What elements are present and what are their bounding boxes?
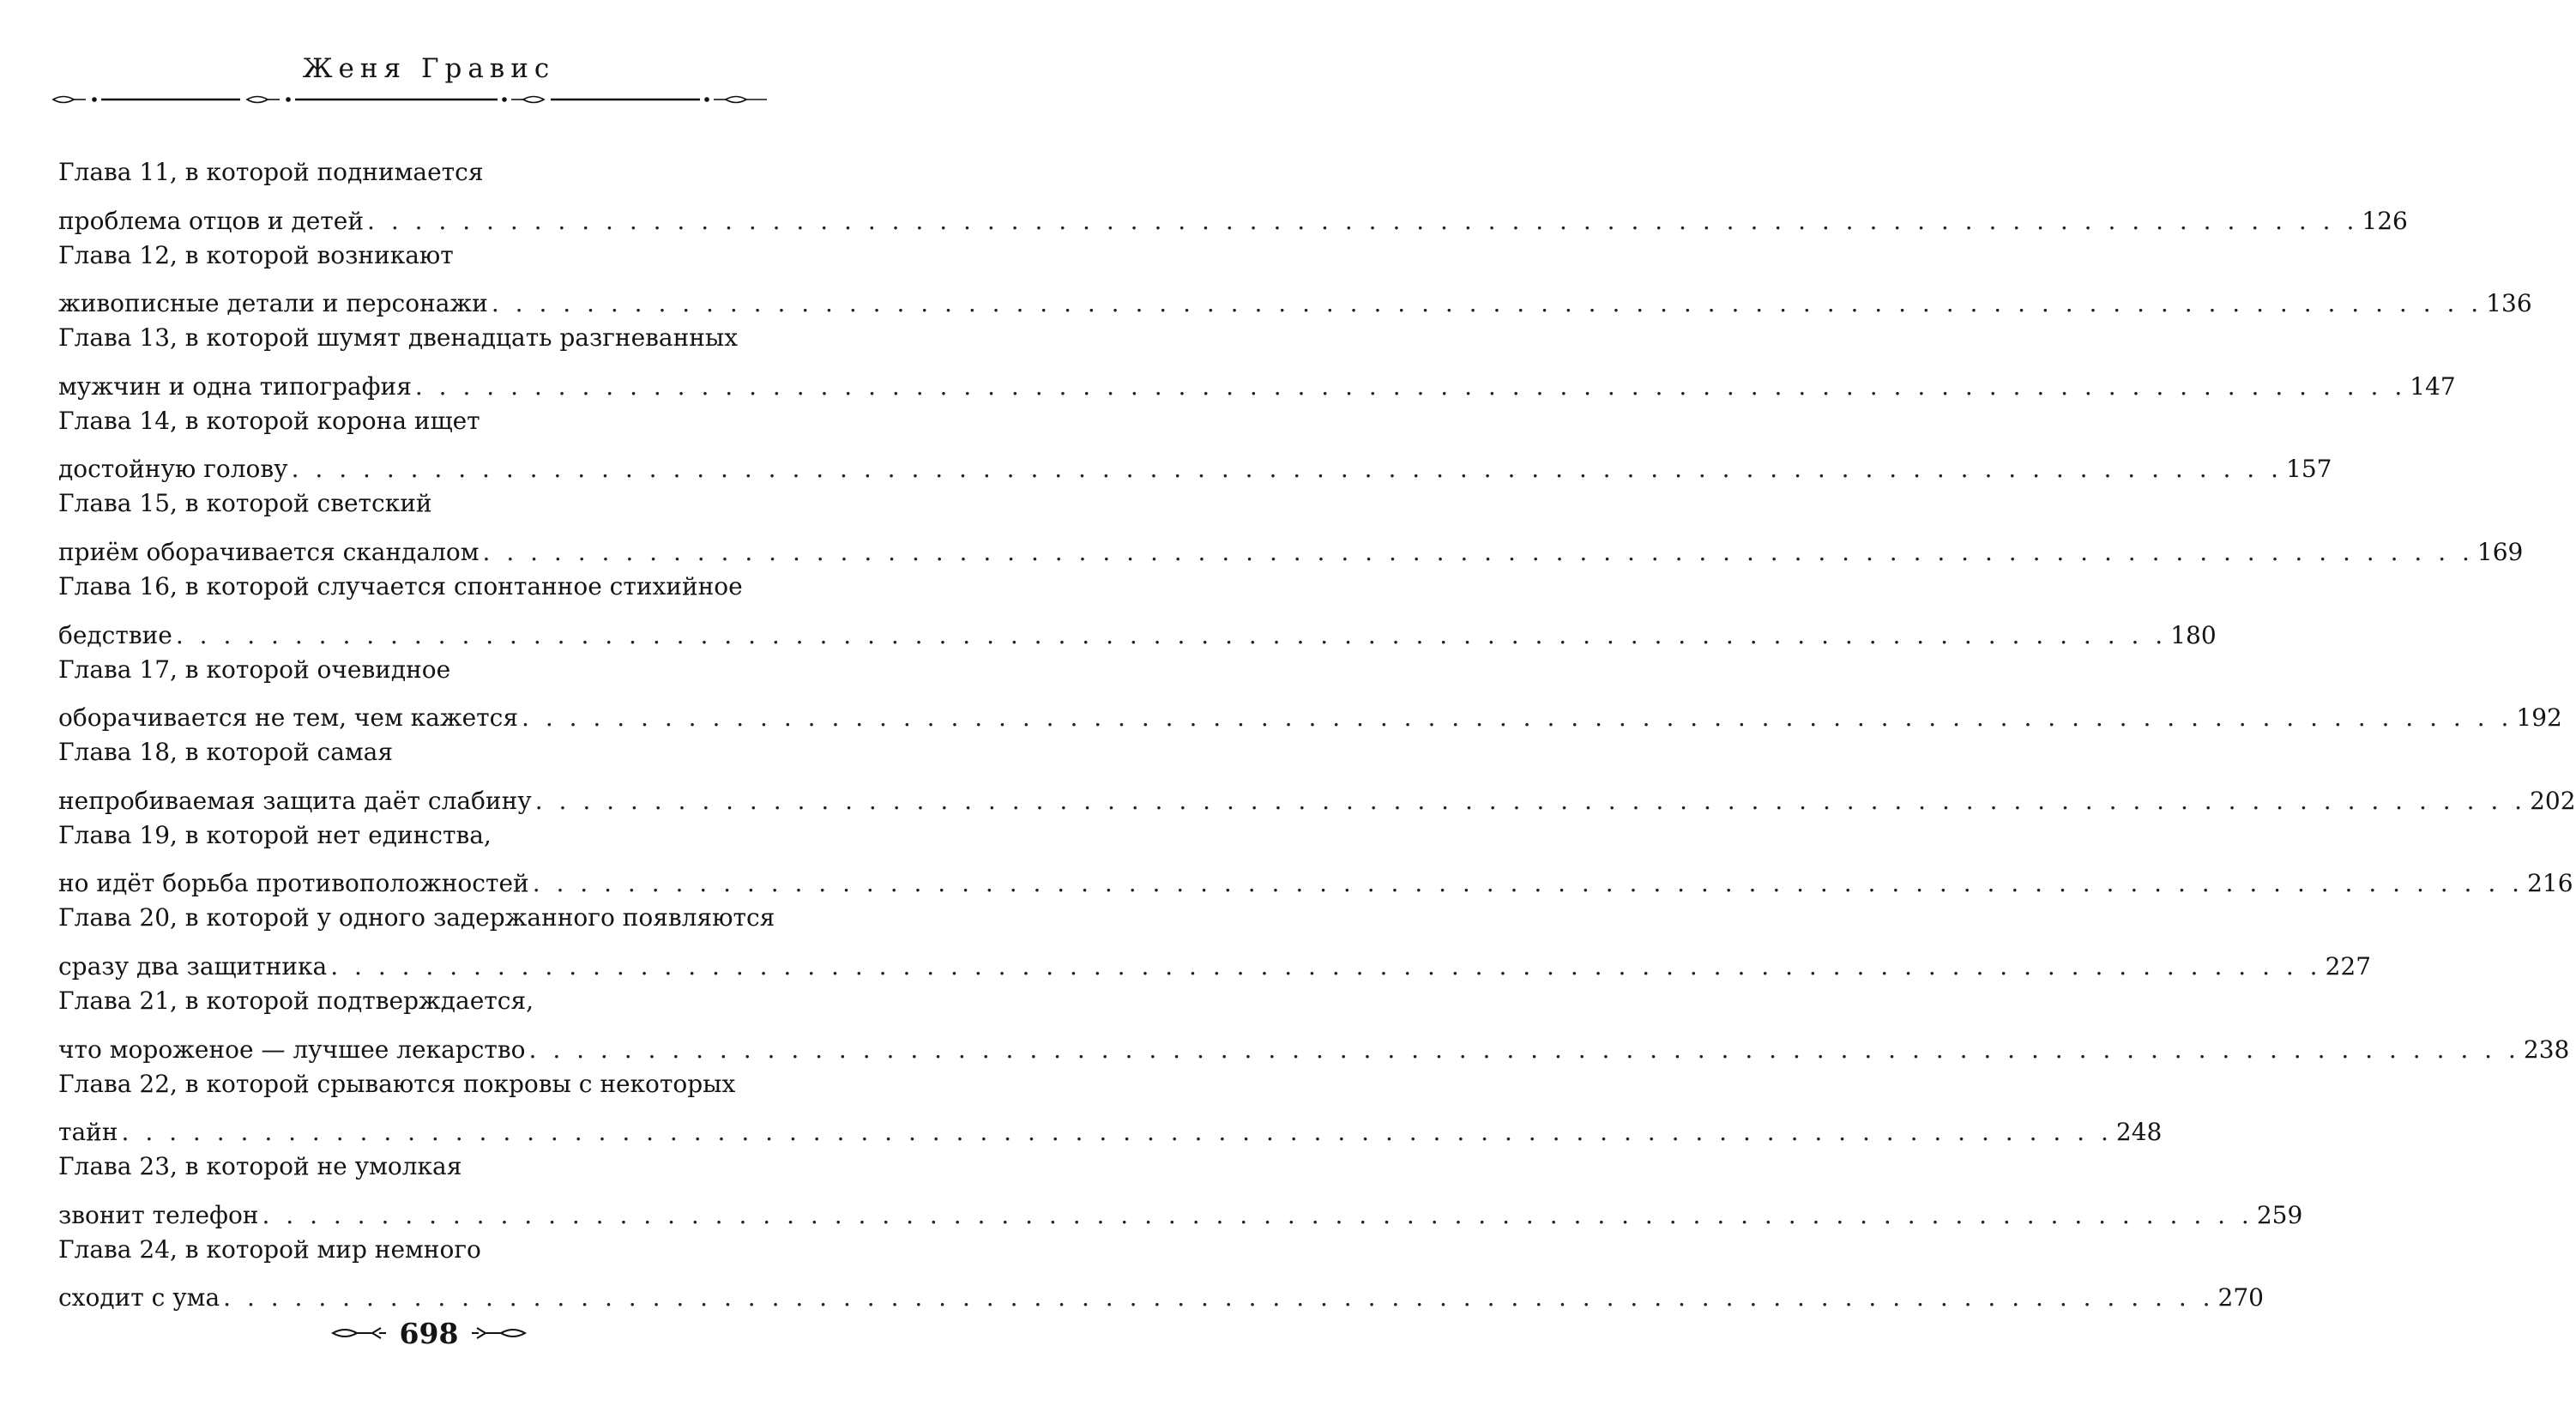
chapter-title-continued: мужчин и одна типография — [58, 371, 412, 401]
page-number: 270 — [2217, 1283, 2264, 1312]
chapter-title: Глава 15, в которой светский — [58, 489, 432, 518]
toc-entry-18[interactable] — [0, 735, 2576, 818]
page-number: 169 — [2476, 537, 2524, 566]
page-number: 227 — [2325, 951, 2372, 981]
dot-leader: . . . . . . . . . . . . . . . . . . . . . . . . . . . . . . . . . . . . . . . . . . . . . . . . . . . . . . . . . . . . . . . . . . . . . . . . . . . . . . . . . . . . — [330, 951, 2322, 981]
chapter-title: Глава 13, в которой шумят двенадцать разгневанных — [58, 323, 739, 353]
page-number: 259 — [2256, 1200, 2303, 1229]
toc-entry-14[interactable] — [0, 404, 2332, 487]
toc-entry-12[interactable] — [0, 238, 2532, 322]
flourish-right-icon — [470, 1325, 527, 1342]
chapter-title-continued: звонит телефон — [58, 1200, 259, 1229]
dot-leader: . . . . . . . . . . . . . . . . . . . . . . . . . . . . . . . . . . . . . . . . . . . . . . . . . . . . . . . . . . . . . . . . . . . . . . . . . . . . . . . . . . . . — [262, 1200, 2253, 1229]
page-number: 238 — [2523, 1035, 2570, 1064]
chapter-title-continued: живописные детали и персонажи — [58, 289, 488, 318]
toc-entry-24[interactable] — [0, 1233, 2264, 1316]
dot-leader: . . . . . . . . . . . . . . . . . . . . . . . . . . . . . . . . . . . . . . . . . . . . . . . . . . . . . . . . . . . . . . . . . . . . . . . . . . . . . . . . . . . . — [223, 1283, 2215, 1312]
chapter-title: Глава 24, в которой мир немного — [58, 1234, 481, 1264]
page-number: 147 — [2410, 371, 2456, 401]
page-number: 136 — [2486, 289, 2532, 318]
chapter-title: Глава 16, в которой случается спонтанное стихийное — [58, 571, 743, 600]
chapter-title-continued: сходит с ума — [58, 1283, 220, 1312]
dot-leader: . . . . . . . . . . . . . . . . . . . . . . . . . . . . . . . . . . . . . . . . . . . . . . . . . . . . . . . . . . . . . . . . . . . . . . . . . . . . . . . . . . . . — [532, 869, 2525, 898]
table-of-contents — [0, 155, 2576, 1315]
chapter-title: Глава 12, в которой возникают — [58, 240, 454, 269]
dot-leader: . . . . . . . . . . . . . . . . . . . . . . . . . . . . . . . . . . . . . . . . . . . . . . . . . . . . . . . . . . . . . . . . . . . . . . . . . . . . . . . . . . . . — [491, 289, 2483, 318]
chapter-title-continued: проблема отцов и детей — [58, 206, 365, 235]
chapter-title: Глава 22, в которой срываются покровы с некоторых — [58, 1069, 736, 1098]
chapter-title: Глава 11, в которой поднимается — [58, 158, 484, 186]
page-number: 216 — [2527, 869, 2573, 898]
chapter-title: Глава 14, в которой корона ищет — [58, 406, 480, 435]
chapter-title-continued: непробиваемая защита даёт слабину — [58, 786, 532, 815]
dot-leader: . . . . . . . . . . . . . . . . . . . . . . . . . . . . . . . . . . . . . . . . . . . . . . . . . . . . . . . . . . . . . . . . . . . . . . . . . . . . . . . . . . . . — [291, 455, 2283, 484]
page-folio — [0, 1314, 858, 1352]
toc-entry-21[interactable] — [0, 984, 2570, 1067]
flourish-left-icon — [331, 1325, 388, 1342]
dot-leader: . . . . . . . . . . . . . . . . . . . . . . . . . . . . . . . . . . . . . . . . . . . . . . . . . . . . . . . . . . . . . . . . . . . . . . . . . . . . . . . . . . . . — [414, 371, 2407, 401]
dot-leader: . . . . . . . . . . . . . . . . . . . . . . . . . . . . . . . . . . . . . . . . . . . . . . . . . . . . . . . . . . . . . . . . . . . . . . . . . . . . . . . . . . . . — [534, 786, 2527, 815]
toc-entry-13[interactable] — [0, 321, 2456, 404]
toc-entry-19[interactable] — [0, 818, 2573, 902]
chapter-title-continued: бедствие — [58, 620, 172, 649]
page-number: 192 — [2516, 703, 2562, 733]
toc-entry-20[interactable] — [0, 901, 2372, 984]
page-number: 157 — [2286, 455, 2332, 484]
ornamental-rule-icon — [51, 89, 769, 110]
dot-leader: . . . . . . . . . . . . . . . . . . . . . . . . . . . . . . . . . . . . . . . . . . . . . . . . . . . . . . . . . . . . . . . . . . . . . . . . . . . . . . . . . . . . — [121, 1118, 2113, 1147]
chapter-title-continued: достойную голову — [58, 455, 288, 484]
chapter-title-continued: тайн — [58, 1118, 118, 1147]
page-number: 126 — [2362, 206, 2408, 235]
toc-entry-22[interactable] — [0, 1067, 2163, 1150]
dot-leader: . . . . . . . . . . . . . . . . . . . . . . . . . . . . . . . . . . . . . . . . . . . . . . . . . . . . . . . . . . . . . . . . . . . . . . . . . . . . . . . . . . . . — [175, 620, 2168, 649]
dot-leader: . . . . . . . . . . . . . . . . . . . . . . . . . . . . . . . . . . . . . . . . . . . . . . . . . . . . . . . . . . . . . . . . . . . . . . . . . . . . . . . . . . . . — [367, 206, 2359, 235]
chapter-title: Глава 20, в которой у одного задержанного появляются — [58, 903, 775, 932]
page-number: 202 — [2530, 786, 2576, 815]
chapter-title: Глава 21, в которой подтверждается, — [58, 986, 534, 1015]
chapter-title: Глава 17, в которой очевидное — [58, 655, 451, 684]
toc-entry-23[interactable] — [0, 1150, 2303, 1233]
chapter-title-continued: оборачивается не тем, чем кажется — [58, 703, 519, 733]
running-head-author: Женя Гравис — [302, 53, 556, 84]
chapter-title: Глава 18, в которой самая — [58, 738, 394, 767]
page-number: 180 — [2170, 620, 2217, 649]
chapter-title: Глава 23, в которой не умолкая — [58, 1152, 462, 1181]
chapter-title: Глава 19, в которой нет единства, — [58, 820, 492, 849]
toc-entry-17[interactable] — [0, 653, 2562, 736]
dot-leader: . . . . . . . . . . . . . . . . . . . . . . . . . . . . . . . . . . . . . . . . . . . . . . . . . . . . . . . . . . . . . . . . . . . . . . . . . . . . . . . . . . . . — [528, 1035, 2520, 1064]
chapter-title-continued: что мороженое — лучшее лекарство — [58, 1035, 526, 1064]
dot-leader: . . . . . . . . . . . . . . . . . . . . . . . . . . . . . . . . . . . . . . . . . . . . . . . . . . . . . . . . . . . . . . . . . . . . . . . . . . . . . . . . . . . . — [482, 537, 2474, 566]
page-number: 248 — [2115, 1118, 2163, 1147]
toc-entry-16[interactable] — [0, 570, 2217, 653]
chapter-title-continued: но идёт борьба противоположностей — [58, 869, 529, 898]
toc-entry-11[interactable] — [0, 155, 2408, 238]
chapter-title-continued: сразу два защитника — [58, 951, 328, 981]
chapter-title-continued: приём оборачивается скандалом — [58, 537, 480, 566]
dot-leader: . . . . . . . . . . . . . . . . . . . . . . . . . . . . . . . . . . . . . . . . . . . . . . . . . . . . . . . . . . . . . . . . . . . . . . . . . . . . . . . . . . . . — [522, 703, 2513, 733]
page-number-folio: 698 — [399, 1316, 459, 1350]
toc-entry-15[interactable] — [0, 486, 2524, 570]
